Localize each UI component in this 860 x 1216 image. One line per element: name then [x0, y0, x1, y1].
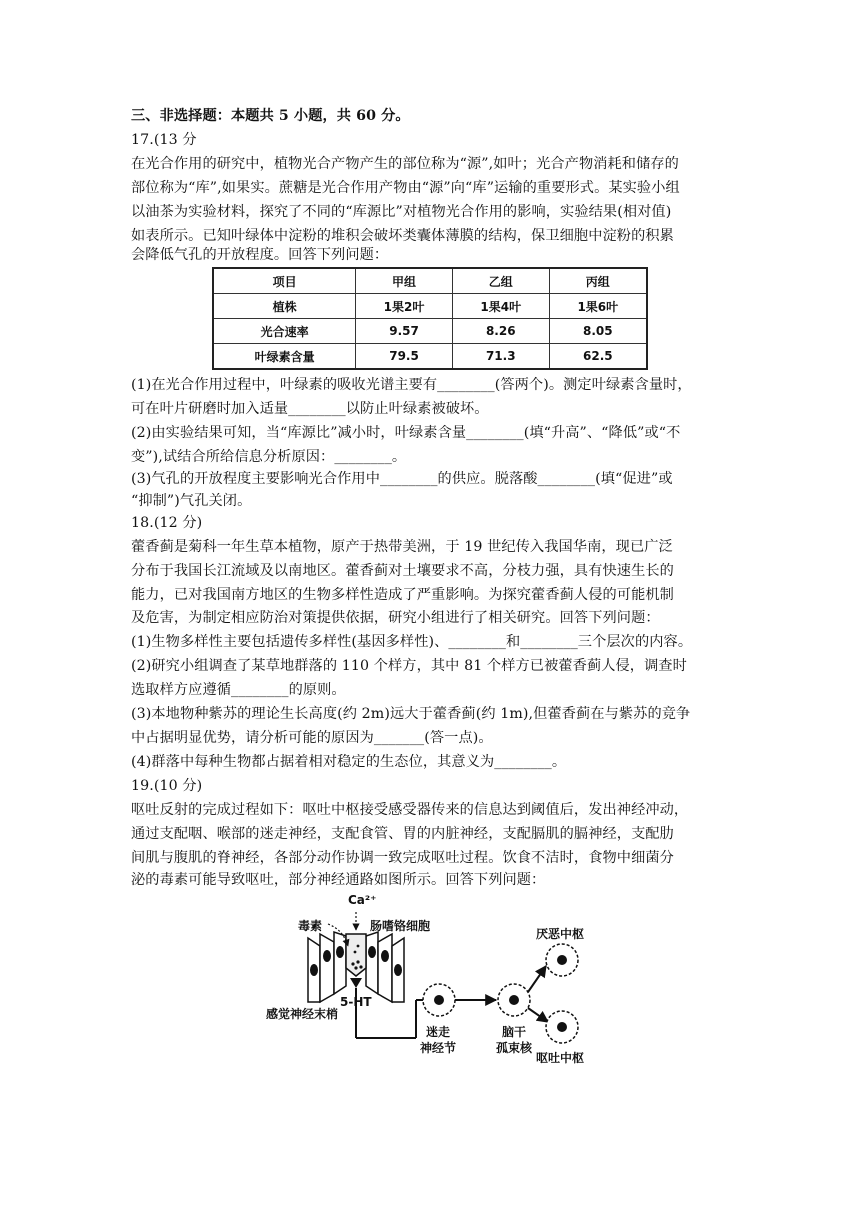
- q17-data-table: [212, 267, 648, 370]
- q18-header: 18.(12 分): [131, 515, 203, 531]
- disgust-center-label: 厌恶中枢: [536, 927, 585, 941]
- q18-stem-line: 及危害，为制定相应防治对策提供依据，研究小组进行了相关研究。回答下列问题：: [131, 610, 660, 626]
- brainstem-label: 脑干: [502, 1025, 527, 1039]
- table-header-cell: 甲组: [356, 268, 453, 294]
- q17-question-line: “抑制”)气孔关闭。: [131, 493, 252, 509]
- table-cell: 9.57: [356, 319, 453, 344]
- vomit-reflex-diagram: [260, 890, 600, 1070]
- q18-stem-line: 能力，已对我国南方地区的生物多样性造成了严重影响。为探究藿香蓟人侵的可能机制: [131, 587, 674, 603]
- q18-stem-line: 藿香蓟是菊科一年生草本植物，原产于热带美洲，于 19 世纪传入我国华南，现已广泛: [131, 539, 673, 555]
- q17-header: 17.(13 分: [131, 132, 197, 148]
- table-cell: 71.3: [452, 344, 549, 370]
- q19-stem-line: 间肌与腹肌的脊神经，各部分动作协调一致完成呕吐过程。饮食不洁时，食物中细菌分: [131, 850, 674, 866]
- ca-label: Ca²⁺: [348, 893, 377, 907]
- table-header-cell: 丙组: [549, 268, 647, 294]
- brainstem-cell-icon: [509, 995, 519, 1005]
- table-header-cell: 乙组: [452, 268, 549, 294]
- q18-stem-line: 分布于我国长江流域及以南地区。藿香蓟对土壤要求不高，分枝力强，具有快速生长的: [131, 563, 674, 579]
- q19-header: 19.(10 分): [131, 778, 203, 794]
- brainstem-label-line2: 孤束核: [496, 1041, 533, 1055]
- table-cell: 8.05: [549, 319, 647, 344]
- vomit-cell-icon: [557, 1022, 567, 1032]
- q18-question-line: 中占据明显优势，请分析可能的原因为_______(答一点)。: [131, 730, 493, 746]
- sensory-ending-label: 感觉神经末梢: [266, 1007, 339, 1021]
- q19-stem-line: 泌的毒素可能导致呕吐，部分神经通路如图所示。回答下列问题：: [131, 872, 546, 888]
- toxin-label: 毒素: [298, 919, 323, 933]
- table-row: [213, 294, 647, 319]
- q17-question-line: (3)气孔的开放程度主要影响光合作用中________的供应。脱落酸________(填“促进”或: [131, 471, 673, 487]
- table-row: [213, 344, 647, 370]
- q17-stem-line: 以油茶为实验材料，探究了不同的“库源比”对植物光合作用的影响，实验结果(相对值): [131, 204, 672, 220]
- table-cell: 79.5: [356, 344, 453, 370]
- table-header-cell: 项目: [213, 268, 356, 294]
- vomit-center-label: 呕吐中枢: [536, 1051, 585, 1065]
- table-cell: 1果2叶: [356, 294, 453, 319]
- q17-stem-line: 部位称为“库”,如果实。蔗糖是光合作用产物由“源”向“库”运输的重要形式。某实验小组: [131, 180, 680, 196]
- synapse-icon: [350, 978, 362, 988]
- table-cell: 1果4叶: [452, 294, 549, 319]
- q17-stem-line: 如表所示。已知叶绿体中淀粉的堆积会破坏类囊体薄膜的结构，保卫细胞中淀粉的积累: [131, 228, 674, 244]
- q18-question-line: (2)研究小组调查了某草地群落的 110 个样方，其中 81 个样方已被藿香蓟人侵，调查时: [131, 658, 687, 674]
- table-cell: 8.26: [452, 319, 549, 344]
- q18-question-line: 选取样方应遵循________的原则。: [131, 682, 346, 698]
- vagus-label: 迷走: [426, 1025, 451, 1039]
- table-cell: 1果6叶: [549, 294, 647, 319]
- serotonin-label: 5-HT: [340, 995, 372, 1009]
- projection-arrow: [528, 966, 546, 992]
- q18-question-line: (1)生物多样性主要包括遗传多样性(基因多样性)、________和________三个层次的内容。: [131, 634, 693, 650]
- table-cell: 叶绿素含量: [213, 344, 356, 370]
- q18-question-line: (3)本地物种紫苏的理论生长高度(约 2m)远大于藿香蓟(约 1m),但藿香蓟在与紫苏的竞争: [131, 706, 691, 722]
- ganglion-nucleus-icon: [434, 995, 444, 1005]
- table-header-row: [213, 268, 647, 294]
- q19-stem-line: 通过支配咽、喉部的迷走神经，支配食管、胃的内脏神经，支配膈肌的膈神经，支配肋: [131, 826, 674, 842]
- q18-question-line: (4)群落中每种生物都占据着相对稳定的生态位，其意义为________。: [131, 754, 567, 770]
- table-cell: 62.5: [549, 344, 647, 370]
- ec-cell-label: 肠嗜铬细胞: [370, 919, 431, 933]
- q17-stem-line: 在光合作用的研究中，植物光合产物产生的部位称为“源”,如叶；光合产物消耗和储存的: [131, 156, 679, 172]
- section-heading: 三、非选择题：本题共 5 小题，共 60 分。: [131, 108, 410, 124]
- q17-stem-line: 会降低气孔的开放程度。回答下列问题：: [131, 247, 389, 263]
- projection-arrow: [528, 1008, 548, 1022]
- vagus-label-line2: 神经节: [420, 1041, 457, 1055]
- q17-question-line: (2)由实验结果可知，当“库源比”减小时，叶绿素含量________(填“升高”、“降低”或“不: [131, 425, 681, 441]
- q19-stem-line: 呕吐反射的完成过程如下：呕吐中枢接受感受器传来的信息达到阈值后，发出神经冲动，: [131, 802, 689, 818]
- q17-question-line: (1)在光合作用过程中，叶绿素的吸收光谱主要有________(答两个)。测定叶绿素含量时，: [131, 377, 692, 393]
- q17-question-line: 变”),试结合所给信息分析原因：________。: [131, 449, 407, 465]
- table-cell: 植株: [213, 294, 356, 319]
- q17-question-line: 可在叶片研磨时加入适量________以防止叶绿素被破坏。: [131, 401, 489, 417]
- disgust-cell-icon: [557, 955, 567, 965]
- table-cell: 光合速率: [213, 319, 356, 344]
- table-row: [213, 319, 647, 344]
